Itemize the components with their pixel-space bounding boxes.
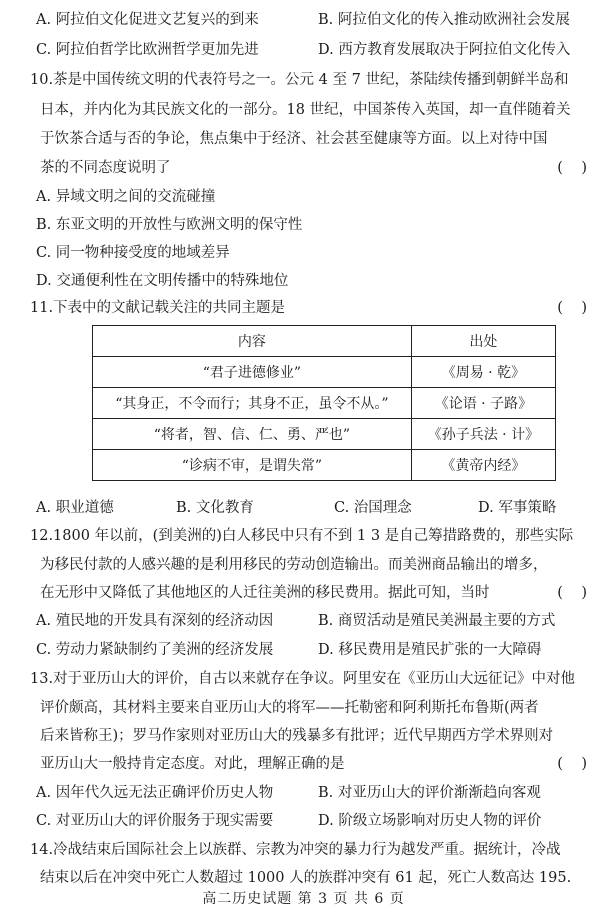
q10-option-a: A. 异域文明之间的交流碰撞 [36,189,216,205]
q10-stem-line-3: 于饮茶合适与否的争论，焦点集中于经济、社会甚至健康等方面。以上对待中国 [40,131,548,147]
q13-stem-line-1: 13.对于亚历山大的评价，自古以来就存在争议。阿里安在《亚历山大远征记》中对他 [30,671,576,687]
q12-stem-line-1: 12.1800 年以前，(到美洲的)白人移民中只有不到 1 3 是自己筹措路费的，那些实际 [30,528,574,544]
q11-answer-paren: ( ) [557,300,587,316]
table-cell-source: 《论语 · 子路》 [411,388,555,419]
q13-option-a: A. 因年代久远无法正确评价历史人物 [36,785,274,801]
page-footer: 高二历史试题 第 3 页 共 6 页 [202,891,405,907]
q10-stem-line-1: 10.茶是中国传统文明的代表符号之一。公元 4 至 7 世纪，茶陆续传播到朝鲜半岛和 [30,72,569,88]
table-cell-content: “将者，智、信、仁、勇、严也” [93,419,412,450]
q14-stem-line-2: 结束以后在冲突中死亡人数超过 1000 人的族群冲突有 61 起，死亡人数高达 195. [40,870,572,886]
table-cell-content: “诊病不审，是谓失常” [93,450,412,481]
q13-answer-paren: ( ) [557,756,587,772]
q12-option-a: A. 殖民地的开发具有深刻的经济动因 [36,613,274,629]
q13-option-c: C. 对亚历山大的评价服务于现实需要 [36,813,274,829]
q12-stem-line-3: 在无形中又降低了其他地区的人迁往美洲的移民费用。据此可知，当时 [40,585,490,601]
q12-option-b: B. 商贸活动是殖民美洲最主要的方式 [318,613,556,629]
q10-option-b: B. 东亚文明的开放性与欧洲文明的保守性 [36,217,303,233]
q11-option-a: A. 职业道德 [36,500,114,516]
q14-stem-line-1: 14.冷战结束后国际社会上以族群、宗教为冲突的暴力行为越发严重。据统计，冷战 [30,842,561,858]
table-cell-source: 《孙子兵法 · 计》 [411,419,555,450]
q10-option-c: C. 同一物种接受度的地域差异 [36,245,230,261]
table-header-content: 内容 [93,326,412,357]
q12-stem-line-2: 为移民付款的人感兴趣的是利用移民的劳动创造输出。而美洲商品输出的增多， [40,557,548,573]
q13-option-d: D. 阶级立场影响对历史人物的评价 [318,813,542,829]
q13-option-b: B. 对亚历山大的评价渐渐趋向客观 [318,785,541,801]
q12-option-d: D. 移民费用是殖民扩张的一大障碍 [318,642,542,658]
table-cell-content: “君子进德修业” [93,357,412,388]
q9-option-a: A. 阿拉伯文化促进文艺复兴的到来 [36,12,259,28]
q9-option-d: D. 西方教育发展取决于阿拉伯文化传入 [318,42,571,58]
table-header-row [93,326,556,357]
table-row [93,419,556,450]
q11-stem: 11.下表中的文献记载关注的共同主题是 [30,300,286,316]
q10-stem-line-4: 茶的不同态度说明了 [40,160,171,176]
q13-stem-line-4: 亚历山大一般持肯定态度。对此，理解正确的是 [40,756,345,772]
table-row [93,450,556,481]
q12-option-c: C. 劳动力紧缺制约了美洲的经济发展 [36,642,274,658]
q10-answer-paren: ( ) [557,160,587,176]
q13-stem-line-3: 后来皆称王)；罗马作家则对亚历山大的残暴多有批评；近代早期西方学术界则对 [40,728,554,744]
table-cell-source: 《黄帝内经》 [411,450,555,481]
q11-option-d: D. 军事策略 [478,500,557,516]
table-row [93,388,556,419]
q9-option-b: B. 阿拉伯文化的传入推动欧洲社会发展 [318,12,570,28]
q11-source-table [92,325,556,481]
q10-option-d: D. 交通便利性在文明传播中的特殊地位 [36,273,289,289]
q10-stem-line-2: 日本，并内化为其民族文化的一部分。18 世纪，中国茶传入英国，却一直伴随着关 [40,102,571,118]
table-cell-source: 《周易 · 乾》 [411,357,555,388]
table-cell-content: “其身正，不令而行；其身不正，虽令不从。” [93,388,412,419]
q12-answer-paren: ( ) [557,585,587,601]
q11-option-b: B. 文化教育 [176,500,254,516]
q11-option-c: C. 治国理念 [334,500,412,516]
q9-option-c: C. 阿拉伯哲学比欧洲哲学更加先进 [36,42,259,58]
q13-stem-line-2: 评价颇高，其材料主要来自亚历山大的将军——托勒密和阿利斯托布鲁斯(两者 [40,700,539,716]
table-header-source: 出处 [411,326,555,357]
table-row [93,357,556,388]
